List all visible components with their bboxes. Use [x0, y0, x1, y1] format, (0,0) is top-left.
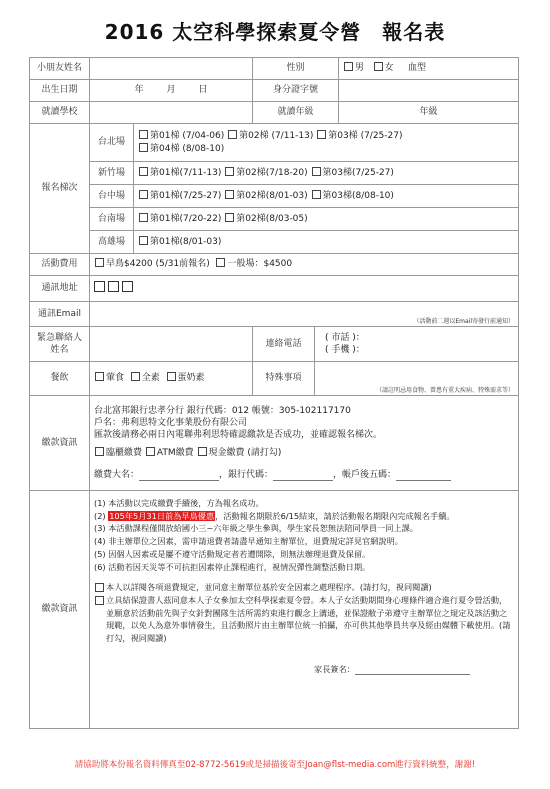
sessions-label: 報名梯次 [30, 124, 90, 254]
terms-section [90, 491, 519, 729]
vegan-label: 全素 [141, 373, 160, 384]
meal-label: 餐飲 [30, 362, 90, 396]
session-label: 第01梯(7/20-22) [150, 213, 222, 224]
school-field[interactable] [90, 102, 253, 124]
payer-name-label: 繳費大名： [94, 469, 140, 480]
signature-label: 家長簽名： [314, 663, 355, 674]
agreement-refund [94, 581, 514, 594]
grade-label: 就讀年級 [253, 102, 339, 124]
contact-phone-field[interactable] [315, 327, 519, 362]
submission-instructions: 請協助將本份報名資料傳真至02-8772-5619或是掃描後寄至Joan@flst-media.com進行資料統整，謝謝! [74, 760, 476, 770]
fee-label: 活動費用 [30, 254, 90, 276]
postcode-box[interactable] [94, 281, 105, 292]
session-checkbox[interactable] [139, 143, 148, 152]
address-field[interactable] [90, 276, 519, 302]
payer-name-field[interactable] [139, 480, 219, 481]
agree-guarantee-checkbox[interactable] [95, 596, 104, 605]
year-label: 年 [134, 85, 144, 96]
session-label: 第01梯(8/01-03) [150, 236, 222, 247]
session-checkbox[interactable] [139, 236, 148, 245]
emergency-contact-field[interactable] [90, 327, 253, 362]
session-line [138, 143, 514, 155]
early-bird-label: 早鳥$4200 (5/31前報名) [106, 259, 210, 270]
venue-name: 新竹場 [90, 162, 134, 185]
remit-note: 匯款後請務必兩日內電聯弗利思特確認繳款是否成功，並確認報名梯次。 [94, 430, 383, 441]
session-label: 第01梯 (7/04-06) [150, 131, 225, 142]
postcode-box[interactable] [122, 281, 133, 292]
venue-sessions [134, 185, 519, 208]
atm-payment-label: ATM繳費 [156, 447, 194, 458]
session-label: 第02梯 (7/11-13) [239, 131, 314, 142]
child-name-field[interactable] [90, 58, 253, 80]
mobile-label: ( 手機 )： [325, 345, 365, 355]
terms-item: (1) 本活動以完成繳費手續後，方為報名成功。 [94, 498, 264, 508]
general-fee-label: 一般場：$4500 [227, 259, 293, 270]
session-label: 第04梯 (8/08-10) [150, 143, 225, 154]
school-label: 就讀學校 [30, 102, 90, 124]
venue-name: 台北場 [90, 124, 134, 162]
payment-info [90, 396, 519, 491]
session-checkbox[interactable] [317, 130, 326, 139]
cash-payment-label: 現金繳費 [208, 447, 245, 458]
meat-diet-checkbox[interactable] [95, 372, 104, 381]
male-label: 男 [355, 63, 365, 74]
day-label: 日 [198, 85, 208, 96]
landline-label: ( 市話 )： [325, 332, 365, 343]
session-label: 第03梯(8/08-10) [322, 190, 394, 201]
session-checkbox[interactable] [139, 167, 148, 176]
payment-methods-suffix: (請打勾) [247, 447, 282, 458]
session-checkbox[interactable] [225, 167, 234, 176]
session-checkbox[interactable] [228, 130, 237, 139]
session-label: 第01梯(7/25-27) [150, 190, 222, 201]
meal-options [90, 362, 253, 396]
male-checkbox[interactable] [344, 62, 353, 71]
venue-name: 台中場 [90, 185, 134, 208]
terms-item-text: ，活動報名期限於6/15結束，請於活動報名期限內完成報名手續。 [215, 510, 455, 521]
payer-details [94, 469, 514, 481]
account-last5-field[interactable] [396, 480, 451, 481]
grade-suffix: 年級 [419, 107, 438, 118]
registration-form [29, 57, 519, 729]
lacto-ovo-label: 蛋奶素 [177, 373, 205, 384]
terms-item [94, 510, 514, 523]
gender-label: 性別 [253, 58, 339, 80]
session-checkbox[interactable] [225, 190, 234, 199]
lacto-ovo-checkbox[interactable] [167, 372, 176, 381]
venue-sessions [134, 162, 519, 185]
child-name-label: 小朋友姓名 [30, 58, 90, 80]
terms-item: (4) 非主辦單位之因素，需申請退費者請盡早通知主辦單位，退費規定詳見官網說明。 [94, 536, 403, 547]
fee-options [90, 254, 519, 276]
postcode-box[interactable] [108, 281, 119, 292]
terms-label: 繳款資訊 [30, 491, 90, 729]
venue-name: 台南場 [90, 208, 134, 231]
session-checkbox[interactable] [139, 130, 148, 139]
counter-payment-checkbox[interactable] [95, 447, 104, 456]
venue-name: 高雄場 [90, 231, 134, 254]
agreement-guarantee [94, 594, 514, 645]
vegan-checkbox[interactable] [131, 372, 140, 381]
session-checkbox[interactable] [225, 213, 234, 222]
terms-item: (5) 因個人因素或是屢不遵守活動規定者若遭開除，則無法辦理退費及保留。 [94, 548, 371, 559]
terms-item: (3) 本活動課程僅開放給國小三~六年級之學生參與，學生家長恕無法陪同學員一同上課。 [94, 523, 418, 534]
session-checkbox[interactable] [139, 190, 148, 199]
payment-info-label: 繳款資訊 [30, 396, 90, 491]
email-label: 通訊Email [30, 302, 90, 327]
special-needs-label: 特殊事項 [253, 362, 315, 396]
birthdate-field[interactable] [90, 80, 253, 102]
bank-code-field[interactable] [273, 480, 333, 481]
session-label: 第03梯(7/25-27) [322, 167, 394, 178]
account-last5-label: ，帳戶後五碼： [333, 469, 397, 480]
session-label: 第01梯(7/11-13) [150, 167, 222, 178]
counter-payment-label: 臨櫃繳費 [106, 447, 143, 458]
early-bird-checkbox[interactable] [95, 258, 104, 267]
venue-sessions [134, 208, 519, 231]
venue-sessions [134, 124, 519, 162]
special-needs-note: （請註明忌用食物、曾患有重大疾病、特殊需求等） [376, 386, 515, 394]
signature-field[interactable] [355, 674, 470, 675]
agree-refund-checkbox[interactable] [95, 583, 104, 592]
session-line [138, 130, 514, 142]
meat-diet-label: 葷食 [106, 373, 125, 384]
session-checkbox[interactable] [312, 167, 321, 176]
payment-methods [94, 447, 514, 459]
female-label: 女 [384, 63, 394, 74]
terms-list [94, 497, 514, 573]
session-checkbox[interactable] [312, 190, 321, 199]
venue-sessions [134, 231, 519, 254]
session-label: 第03梯 (7/25-27) [328, 131, 403, 142]
month-label: 月 [166, 85, 176, 96]
form-title: 2016 太空科學探索夏令營 報名表 [104, 20, 446, 44]
email-field[interactable] [90, 302, 519, 327]
cash-payment-checkbox[interactable] [198, 447, 207, 456]
session-label: 第02梯(8/03-05) [236, 213, 308, 224]
female-checkbox[interactable] [374, 62, 383, 71]
birthdate-label: 出生日期 [30, 80, 90, 102]
gender-blood-cell [339, 58, 519, 80]
agree-guarantee-text: 立具結保證書人茲同意本人子女參加太空科學探索夏令營。本人子女活動期間身心理條件適合進行夏令營活動，並願意於活動前先與子女針對團隊生活所需約束進行觀念上溝通，並保證敝子弟遵守主辦單位之規定及該活動之規範，以免人為意外事情發生，且活動照片由主辦單位統一拍攝，亦可供其他學員共享及經由媒體下載使用。(請打勾，視同閱讀) [106, 594, 511, 644]
id-number-label: 身分證字號 [253, 80, 339, 102]
contact-phone-label: 連絡電話 [253, 327, 315, 362]
agree-refund-text: 本人以詳閱各項退費規定，並同意主辦單位基於安全因素之處理程序。(請打勾，視同閱讀) [106, 582, 432, 593]
terms-item-prefix: (2) [94, 510, 109, 521]
id-number-field[interactable] [339, 80, 519, 102]
email-note: （活動前二週以Email寄發行前通知） [413, 317, 515, 325]
general-fee-checkbox[interactable] [216, 258, 225, 267]
signature-line [94, 663, 514, 676]
session-label: 第02梯(7/18-20) [236, 167, 308, 178]
special-needs-field[interactable] [315, 362, 519, 396]
grade-field[interactable] [339, 102, 519, 124]
bank-account: 台北富邦銀行忠孝分行 銀行代碼：012 帳號：305-102117170 [94, 406, 351, 417]
session-label: 第02梯(8/01-03) [236, 190, 308, 201]
bank-code-label: ，銀行代碼： [219, 469, 274, 480]
address-label: 通訊地址 [30, 276, 90, 302]
account-name: 戶名：弗利思特文化事業股份有限公司 [94, 418, 248, 429]
session-checkbox[interactable] [139, 213, 148, 222]
early-bird-highlight: 105年5月31日前為早鳥優惠 [109, 510, 215, 521]
emergency-contact-label: 緊急聯絡人姓名 [30, 327, 90, 362]
blood-type-label: 血型 [407, 63, 426, 74]
atm-payment-checkbox[interactable] [146, 447, 155, 456]
terms-item: (6) 活動若因天災等不可抗拒因素停止課程進行，視情況彈性調整活動日期。 [94, 561, 371, 572]
